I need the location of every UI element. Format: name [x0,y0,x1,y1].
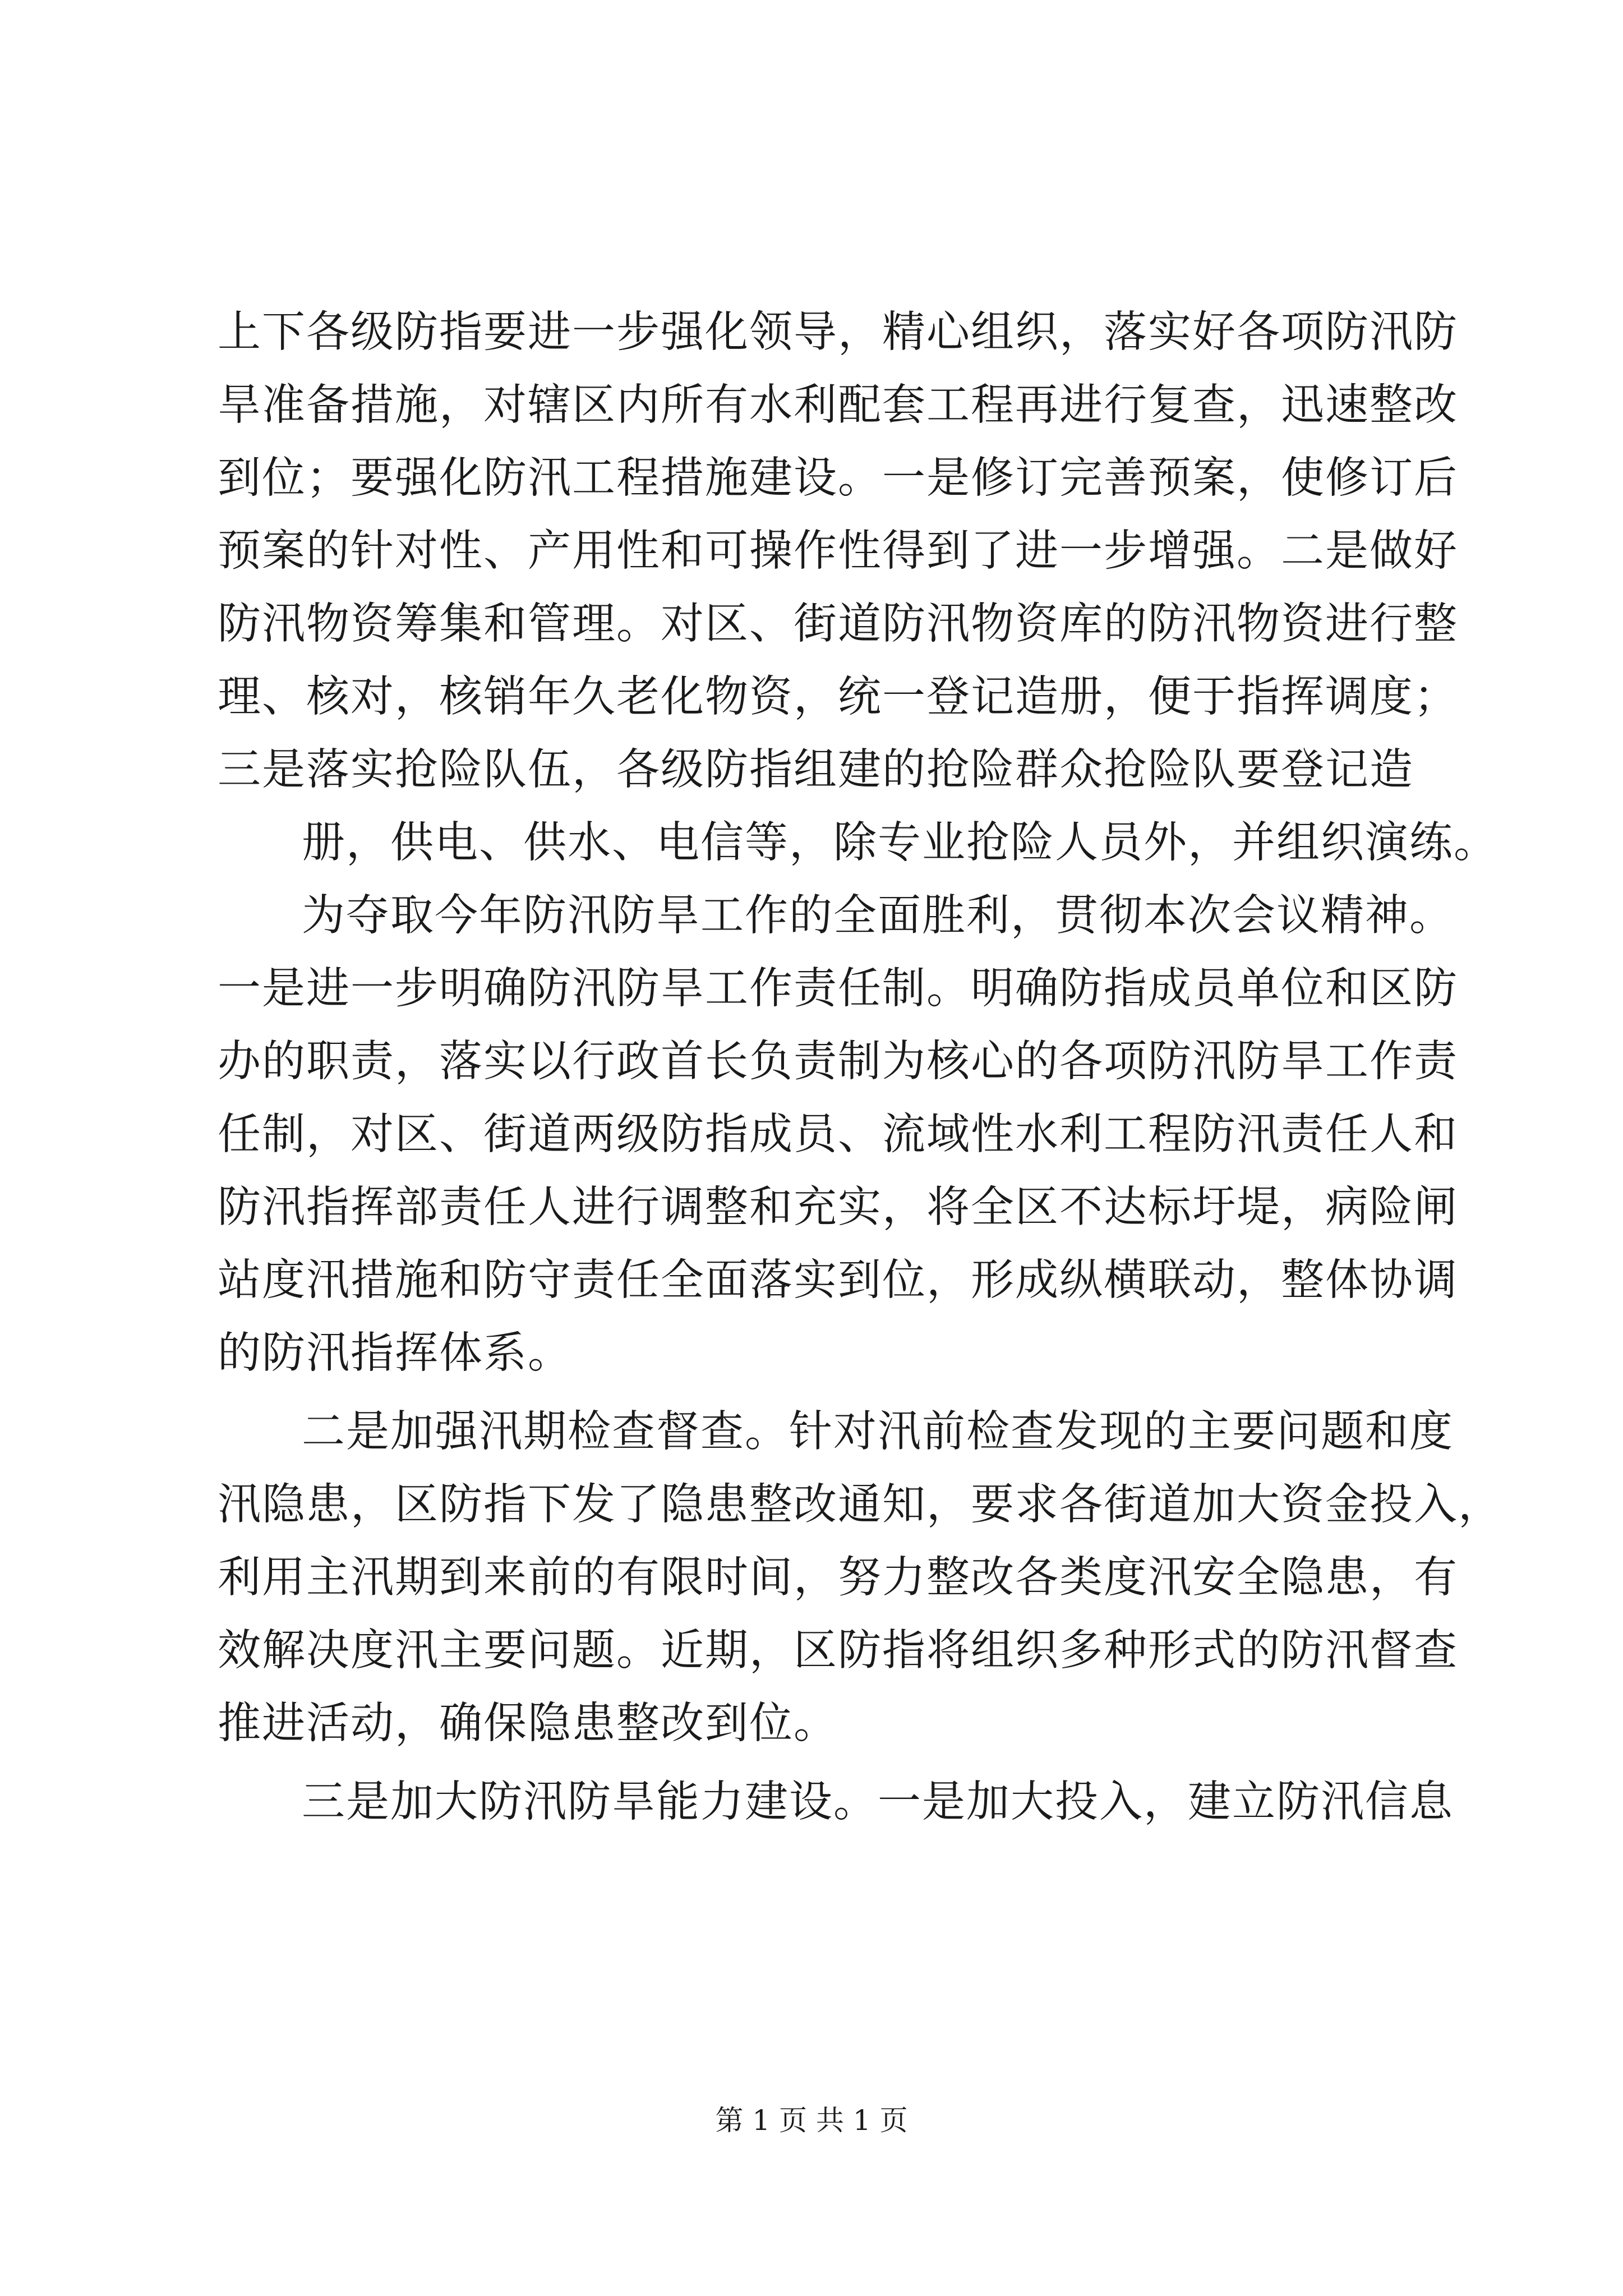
text-line: 任制，对区、街道两级防指成员、流域性水利工程防汛责任人和 [218,1110,1458,1159]
paragraph-start: 为夺取今年防汛防旱工作的全面胜利，贯彻本次会议精神。 [302,891,1454,941]
text-line: 理、核对，核销年久老化物资，统一登记造册，便于指挥调度； [218,672,1458,722]
text-line: 到位；要强化防汛工程措施建设。一是修订完善预案，使修订后 [218,453,1458,503]
text-line: 册，供电、供水、电信等，除专业抢险人员外，并组织演练。 [302,818,1498,868]
text-line: 效解决度汛主要问题。近期，区防指将组织多种形式的防汛督查 [218,1626,1458,1676]
paragraph-start: 三是加大防汛防旱能力建设。一是加大投入，建立防汛信息 [302,1777,1454,1827]
text-line: 防汛物资筹集和管理。对区、街道防汛物资库的防汛物资进行整 [218,599,1458,649]
text-line: 防汛指挥部责任人进行调整和充实，将全区不达标圩堤，病险闸 [218,1182,1458,1232]
text-line: 站度汛措施和防守责任全面落实到位，形成纵横联动，整体协调 [218,1255,1458,1305]
text-line: 推进活动，确保隐患整改到位。 [218,1699,838,1749]
text-line: 预案的针对性、产用性和可操作性得到了进一步增强。二是做好 [218,526,1458,576]
text-line: 上下各级防指要进一步强化领导，精心组织，落实好各项防汛防 [218,307,1458,357]
text-line: 的防汛指挥体系。 [218,1328,572,1378]
text-line: 旱准备措施，对辖区内所有水利配套工程再进行复查，迅速整改 [218,380,1458,430]
text-line: 三是落实抢险队伍，各级防指组建的抢险群众抢险队要登记造 [218,745,1414,795]
text-line: 办的职责，落实以行政首长负责制为核心的各项防汛防旱工作责 [218,1037,1458,1087]
page-footer: 第 1 页 共 1 页 [715,2104,908,2137]
paragraph-start: 二是加强汛期检查督查。针对汛前检查发现的主要问题和度 [302,1407,1454,1457]
text-line: 一是进一步明确防汛防旱工作责任制。明确防指成员单位和区防 [218,964,1458,1014]
text-line: 汛隐患，区防指下发了隐患整改通知，要求各街道加大资金投入， [218,1480,1502,1530]
text-line: 利用主汛期到来前的有限时间，努力整改各类度汛安全隐患，有 [218,1553,1458,1603]
